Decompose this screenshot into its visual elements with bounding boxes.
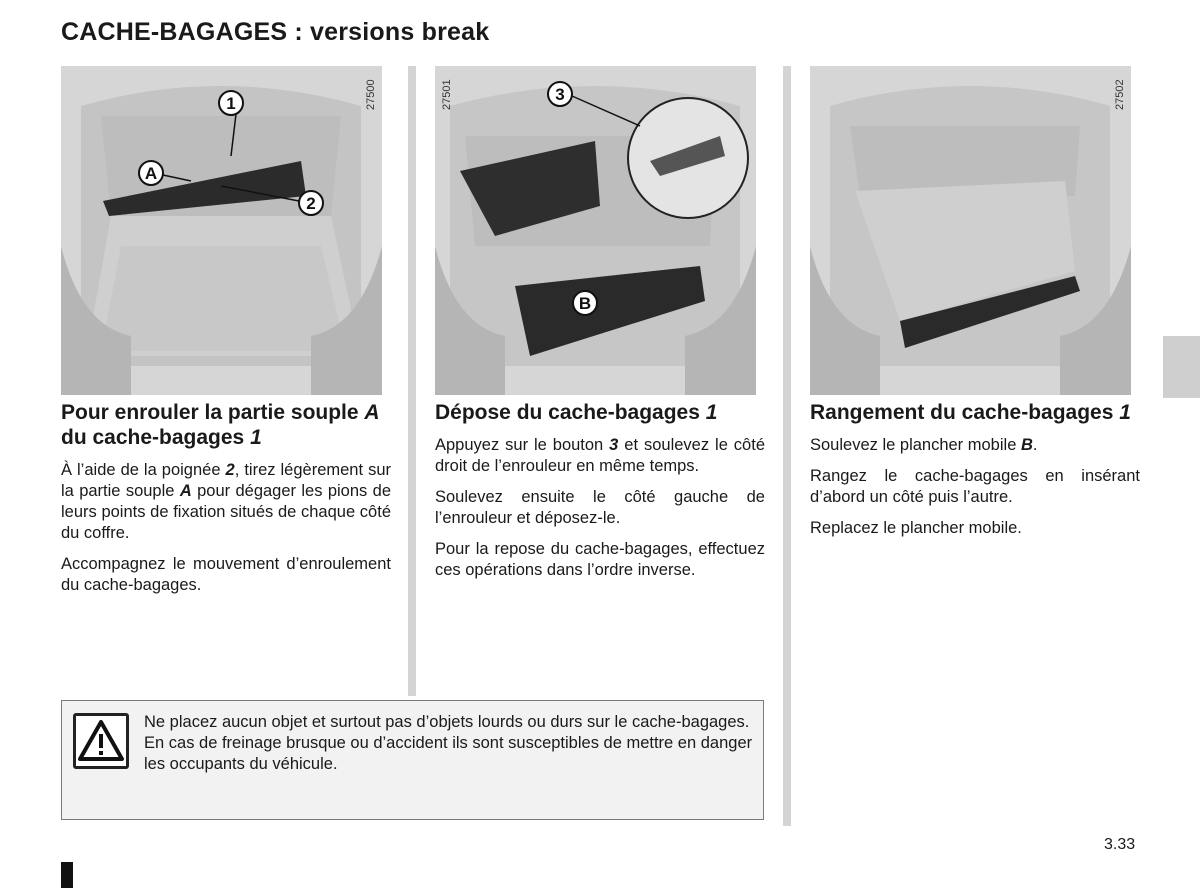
figure-code: 27502 <box>1114 79 1126 110</box>
column-divider <box>783 66 791 826</box>
warning-text: Ne placez aucun objet et surtout pas d’objets lourds ou durs sur le cache-bagages. En cas de freinage brusque ou d’accident ils sont susceptibles de mettre en danger les occupants du véhicule. <box>144 713 753 773</box>
page-title: CACHE-BAGAGES : versions break <box>61 18 490 46</box>
paragraph: Accompagnez le mouvement d’enroulement du cache-bagages. <box>61 555 391 594</box>
paragraph: Soulevez le plancher mobile B. <box>810 436 1038 454</box>
callout-b: B <box>578 294 592 313</box>
column-divider <box>408 66 416 696</box>
paragraph: Rangez le cache-bagages en insérant d’abord un côté puis l’autre. <box>810 467 1140 506</box>
paragraph: À l’aide de la poignée 2, tirez légèrement sur la partie souple A pour dégager les pions de leurs points de fixation situés de chaque côté du coffre. <box>61 461 392 542</box>
callout-3: 3 <box>555 85 565 104</box>
car-trunk-illustration-1 <box>61 66 382 395</box>
figure-code: 27501 <box>441 79 453 110</box>
paragraph: Pour la repose du cache-bagages, effectuez ces opérations dans l’ordre inverse. <box>435 540 765 579</box>
section-title: Rangement du cache-bagages 1 <box>810 401 1131 424</box>
callout-2: 2 <box>306 194 316 213</box>
paragraph: Soulevez ensuite le côté gauche de l’enrouleur et déposez-le. <box>435 488 765 527</box>
figure-roll-cover <box>61 66 382 395</box>
section-roll-cover <box>61 400 391 606</box>
warning-box <box>61 700 764 820</box>
paragraph: Replacez le plancher mobile. <box>810 519 1022 537</box>
section-title: Pour enrouler la partie souple A du cache-bagages 1 <box>61 401 380 449</box>
page-number: 3.33 <box>1104 836 1136 853</box>
car-trunk-illustration-2 <box>435 66 756 395</box>
figure-remove-cover <box>435 66 756 395</box>
callout-a: A <box>144 164 158 183</box>
car-trunk-illustration-3 <box>810 66 1131 395</box>
figure-code: 27500 <box>365 79 377 110</box>
section-title: Dépose du cache-bagages 1 <box>435 401 718 424</box>
warning-triangle-icon <box>73 713 129 769</box>
callout-1: 1 <box>226 94 236 113</box>
paragraph: Appuyez sur le bouton 3 et soulevez le côté droit de l’enrouleur en même temps. <box>435 436 765 475</box>
chapter-tab <box>1163 336 1200 398</box>
page-edge-marker <box>61 862 73 888</box>
section-store-cover <box>810 400 1140 549</box>
section-remove-cover <box>435 400 765 591</box>
figure-store-cover <box>810 66 1131 395</box>
